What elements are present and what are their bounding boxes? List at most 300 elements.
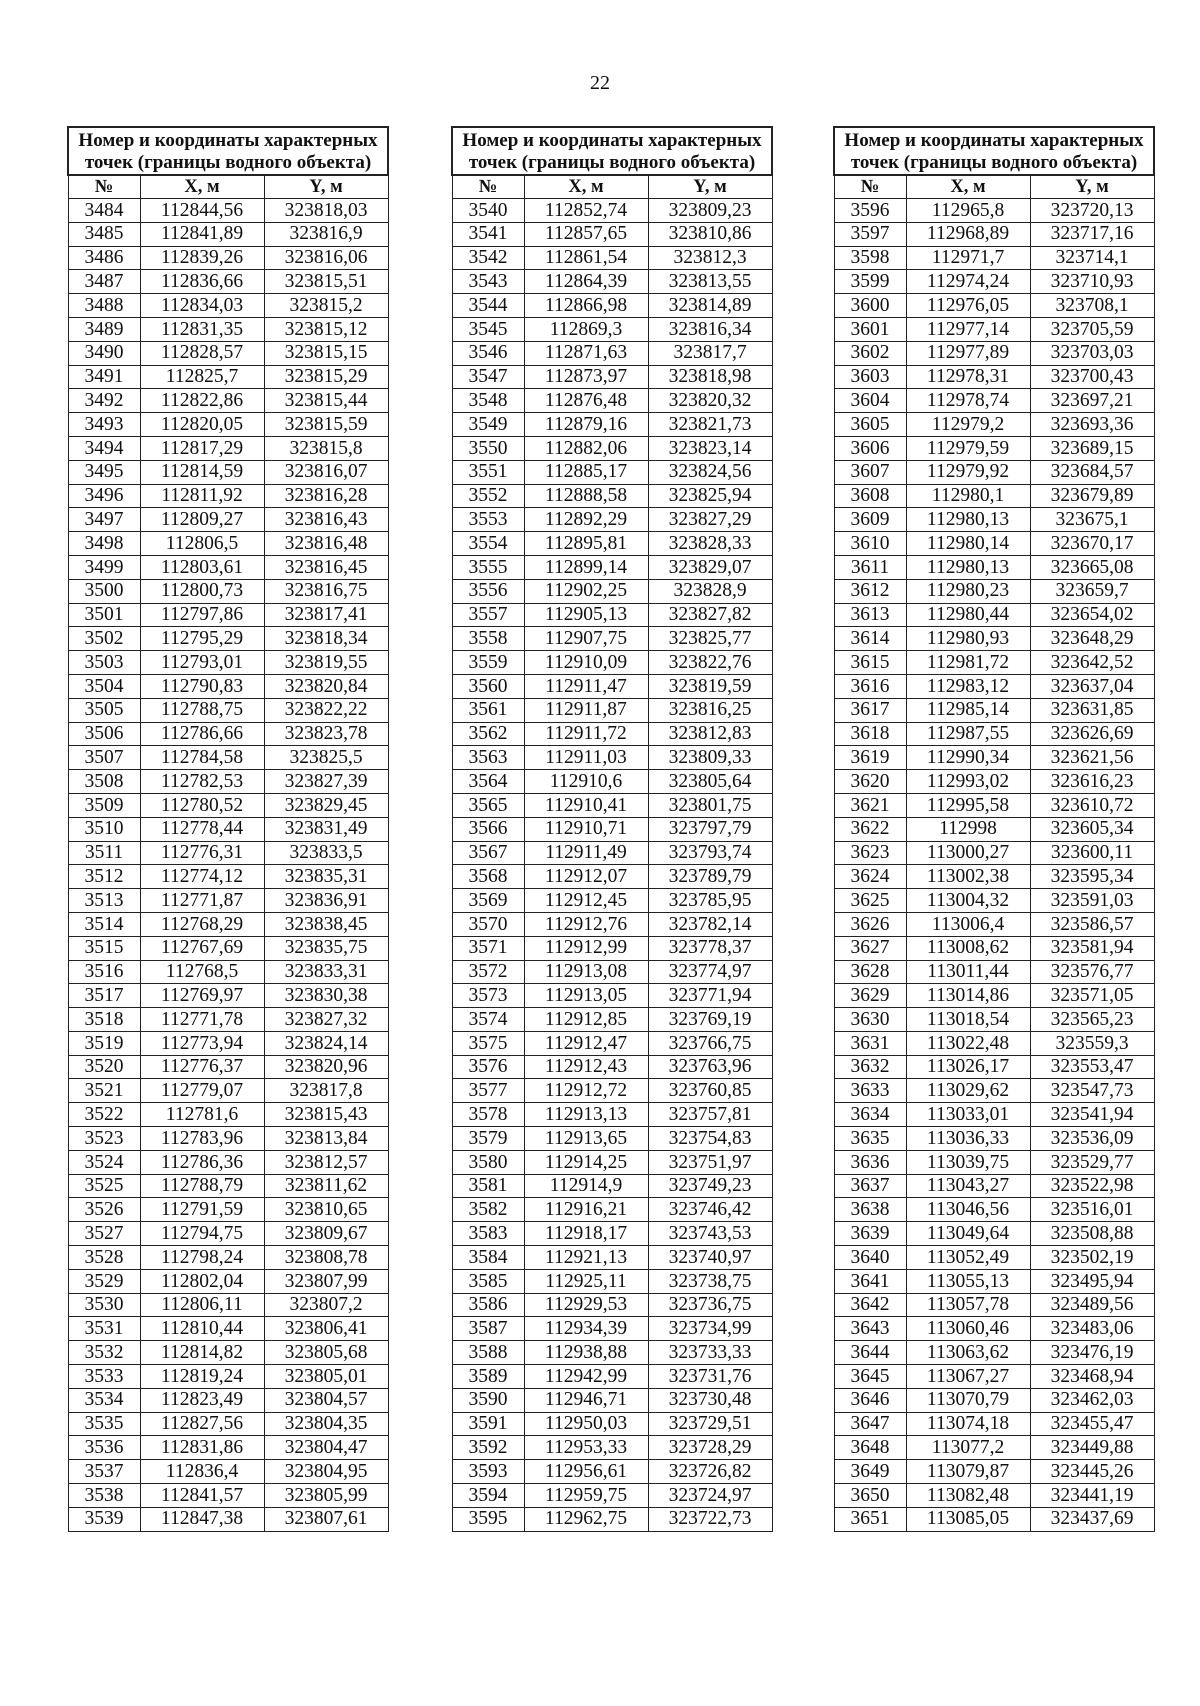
point-number-cell: 3638 <box>834 1198 906 1222</box>
point-number-cell: 3591 <box>452 1412 524 1436</box>
point-number-cell: 3545 <box>452 317 524 341</box>
x-coordinate-cell: 112910,6 <box>524 770 648 794</box>
y-coordinate-cell: 323816,45 <box>264 555 388 579</box>
point-number-cell: 3501 <box>68 603 140 627</box>
table-row <box>452 698 772 722</box>
y-coordinate-cell: 323823,14 <box>648 436 772 460</box>
table-row <box>452 389 772 413</box>
table-row <box>68 1317 388 1341</box>
point-number-cell: 3549 <box>452 413 524 437</box>
y-coordinate-cell: 323591,03 <box>1030 889 1154 913</box>
point-number-cell: 3617 <box>834 698 906 722</box>
table-row <box>834 1341 1154 1365</box>
x-coordinate-cell: 112905,13 <box>524 603 648 627</box>
point-number-cell: 3607 <box>834 460 906 484</box>
point-number-cell: 3525 <box>68 1174 140 1198</box>
point-number-cell: 3611 <box>834 555 906 579</box>
table-body <box>452 199 772 1532</box>
table-row <box>452 960 772 984</box>
point-number-cell: 3514 <box>68 912 140 936</box>
y-coordinate-cell: 323827,32 <box>264 1008 388 1032</box>
point-number-cell: 3519 <box>68 1031 140 1055</box>
y-coordinate-cell: 323828,9 <box>648 579 772 603</box>
table-row <box>452 1198 772 1222</box>
point-number-cell: 3509 <box>68 793 140 817</box>
x-coordinate-cell: 112841,57 <box>140 1484 264 1508</box>
point-number-cell: 3626 <box>834 912 906 936</box>
point-number-cell: 3489 <box>68 317 140 341</box>
column-header-x: X, м <box>524 175 648 199</box>
point-number-cell: 3641 <box>834 1269 906 1293</box>
x-coordinate-cell: 112786,66 <box>140 722 264 746</box>
point-number-cell: 3636 <box>834 1150 906 1174</box>
column-header-number: № <box>452 175 524 199</box>
table-row <box>834 1436 1154 1460</box>
y-coordinate-cell: 323631,85 <box>1030 698 1154 722</box>
y-coordinate-cell: 323811,62 <box>264 1174 388 1198</box>
y-coordinate-cell: 323726,82 <box>648 1460 772 1484</box>
table-row <box>452 1317 772 1341</box>
table-row <box>834 555 1154 579</box>
x-coordinate-cell: 112911,03 <box>524 746 648 770</box>
x-coordinate-cell: 112885,17 <box>524 460 648 484</box>
y-coordinate-cell: 323821,73 <box>648 413 772 437</box>
point-number-cell: 3553 <box>452 508 524 532</box>
point-number-cell: 3508 <box>68 770 140 794</box>
x-coordinate-cell: 112834,03 <box>140 294 264 318</box>
table-row <box>68 936 388 960</box>
table-row <box>68 508 388 532</box>
y-coordinate-cell: 323665,08 <box>1030 555 1154 579</box>
column-header-y: Y, м <box>1030 175 1154 199</box>
y-coordinate-cell: 323815,29 <box>264 365 388 389</box>
point-number-cell: 3493 <box>68 413 140 437</box>
point-number-cell: 3522 <box>68 1103 140 1127</box>
x-coordinate-cell: 112768,5 <box>140 960 264 984</box>
y-coordinate-cell: 323818,03 <box>264 199 388 223</box>
table-row <box>68 1412 388 1436</box>
table-row <box>68 1460 388 1484</box>
point-number-cell: 3633 <box>834 1079 906 1103</box>
x-coordinate-cell: 112921,13 <box>524 1246 648 1270</box>
y-coordinate-cell: 323815,44 <box>264 389 388 413</box>
point-number-cell: 3579 <box>452 1127 524 1151</box>
point-number-cell: 3578 <box>452 1103 524 1127</box>
x-coordinate-cell: 113006,4 <box>906 912 1030 936</box>
point-number-cell: 3547 <box>452 365 524 389</box>
table-row <box>834 674 1154 698</box>
point-number-cell: 3542 <box>452 246 524 270</box>
table-row <box>452 984 772 1008</box>
y-coordinate-cell: 323728,29 <box>648 1436 772 1460</box>
table-row <box>452 722 772 746</box>
table-row <box>68 222 388 246</box>
x-coordinate-cell: 112857,65 <box>524 222 648 246</box>
point-number-cell: 3566 <box>452 817 524 841</box>
y-coordinate-cell: 323818,98 <box>648 365 772 389</box>
point-number-cell: 3503 <box>68 651 140 675</box>
y-coordinate-cell: 323815,8 <box>264 436 388 460</box>
point-number-cell: 3595 <box>452 1507 524 1531</box>
y-coordinate-cell: 323833,5 <box>264 841 388 865</box>
point-number-cell: 3529 <box>68 1269 140 1293</box>
table-row <box>68 1246 388 1270</box>
y-coordinate-cell: 323637,04 <box>1030 674 1154 698</box>
table-row <box>834 341 1154 365</box>
point-number-cell: 3484 <box>68 199 140 223</box>
x-coordinate-cell: 112980,14 <box>906 532 1030 556</box>
point-number-cell: 3513 <box>68 889 140 913</box>
point-number-cell: 3650 <box>834 1484 906 1508</box>
x-coordinate-cell: 113057,78 <box>906 1293 1030 1317</box>
y-coordinate-cell: 323495,94 <box>1030 1269 1154 1293</box>
point-number-cell: 3573 <box>452 984 524 1008</box>
x-coordinate-cell: 112776,31 <box>140 841 264 865</box>
table-row <box>452 889 772 913</box>
y-coordinate-cell: 323785,95 <box>648 889 772 913</box>
x-coordinate-cell: 112913,65 <box>524 1127 648 1151</box>
x-coordinate-cell: 112980,1 <box>906 484 1030 508</box>
point-number-cell: 3609 <box>834 508 906 532</box>
point-number-cell: 3613 <box>834 603 906 627</box>
x-coordinate-cell: 112980,93 <box>906 627 1030 651</box>
x-coordinate-cell: 112979,59 <box>906 436 1030 460</box>
point-number-cell: 3552 <box>452 484 524 508</box>
table-row <box>452 1460 772 1484</box>
x-coordinate-cell: 113085,05 <box>906 1507 1030 1531</box>
x-coordinate-cell: 112828,57 <box>140 341 264 365</box>
table-row <box>834 1388 1154 1412</box>
x-coordinate-cell: 112871,63 <box>524 341 648 365</box>
x-coordinate-cell: 112912,99 <box>524 936 648 960</box>
y-coordinate-cell: 323717,16 <box>1030 222 1154 246</box>
point-number-cell: 3594 <box>452 1484 524 1508</box>
table-row <box>452 603 772 627</box>
y-coordinate-cell: 323595,34 <box>1030 865 1154 889</box>
table-row <box>452 865 772 889</box>
y-coordinate-cell: 323675,1 <box>1030 508 1154 532</box>
y-coordinate-cell: 323824,56 <box>648 460 772 484</box>
table-row <box>452 1365 772 1389</box>
y-coordinate-cell: 323769,19 <box>648 1008 772 1032</box>
table-row <box>68 698 388 722</box>
x-coordinate-cell: 112912,43 <box>524 1055 648 1079</box>
table-row <box>452 460 772 484</box>
y-coordinate-cell: 323743,53 <box>648 1222 772 1246</box>
table-row <box>452 1222 772 1246</box>
table-row <box>68 1365 388 1389</box>
point-number-cell: 3538 <box>68 1484 140 1508</box>
x-coordinate-cell: 112791,59 <box>140 1198 264 1222</box>
point-number-cell: 3576 <box>452 1055 524 1079</box>
y-coordinate-cell: 323733,33 <box>648 1341 772 1365</box>
point-number-cell: 3584 <box>452 1246 524 1270</box>
y-coordinate-cell: 323789,79 <box>648 865 772 889</box>
x-coordinate-cell: 112876,48 <box>524 389 648 413</box>
y-coordinate-cell: 323815,15 <box>264 341 388 365</box>
x-coordinate-cell: 112968,89 <box>906 222 1030 246</box>
x-coordinate-cell: 113000,27 <box>906 841 1030 865</box>
x-coordinate-cell: 112980,23 <box>906 579 1030 603</box>
table-row <box>452 579 772 603</box>
y-coordinate-cell: 323805,01 <box>264 1365 388 1389</box>
point-number-cell: 3639 <box>834 1222 906 1246</box>
x-coordinate-cell: 112959,75 <box>524 1484 648 1508</box>
table-row <box>834 365 1154 389</box>
table-row <box>452 1174 772 1198</box>
y-coordinate-cell: 323541,94 <box>1030 1103 1154 1127</box>
y-coordinate-cell: 323621,56 <box>1030 746 1154 770</box>
table-row <box>452 841 772 865</box>
table-row <box>452 651 772 675</box>
y-coordinate-cell: 323816,25 <box>648 698 772 722</box>
x-coordinate-cell: 112817,29 <box>140 436 264 460</box>
table-row <box>452 1436 772 1460</box>
point-number-cell: 3539 <box>68 1507 140 1531</box>
column-header-y: Y, м <box>264 175 388 199</box>
table-row <box>834 1269 1154 1293</box>
x-coordinate-cell: 112912,85 <box>524 1008 648 1032</box>
point-number-cell: 3621 <box>834 793 906 817</box>
table-row <box>68 1341 388 1365</box>
x-coordinate-cell: 112782,53 <box>140 770 264 794</box>
point-number-cell: 3624 <box>834 865 906 889</box>
table-row <box>834 1150 1154 1174</box>
point-number-cell: 3608 <box>834 484 906 508</box>
point-number-cell: 3649 <box>834 1460 906 1484</box>
table-row <box>68 579 388 603</box>
point-number-cell: 3543 <box>452 270 524 294</box>
table-row <box>452 1341 772 1365</box>
table-row <box>68 674 388 698</box>
x-coordinate-cell: 112929,53 <box>524 1293 648 1317</box>
y-coordinate-cell: 323827,29 <box>648 508 772 532</box>
x-coordinate-cell: 112916,21 <box>524 1198 648 1222</box>
x-coordinate-cell: 113011,44 <box>906 960 1030 984</box>
x-coordinate-cell: 112977,14 <box>906 317 1030 341</box>
y-coordinate-cell: 323483,06 <box>1030 1317 1154 1341</box>
table-row <box>452 1484 772 1508</box>
table-row <box>834 1079 1154 1103</box>
point-number-cell: 3492 <box>68 389 140 413</box>
x-coordinate-cell: 112852,74 <box>524 199 648 223</box>
x-coordinate-cell: 112823,49 <box>140 1388 264 1412</box>
y-coordinate-cell: 323815,51 <box>264 270 388 294</box>
x-coordinate-cell: 112809,27 <box>140 508 264 532</box>
x-coordinate-cell: 113074,18 <box>906 1412 1030 1436</box>
x-coordinate-cell: 112978,74 <box>906 389 1030 413</box>
column-header-x: X, м <box>140 175 264 199</box>
x-coordinate-cell: 112819,24 <box>140 1365 264 1389</box>
x-coordinate-cell: 112861,54 <box>524 246 648 270</box>
y-coordinate-cell: 323760,85 <box>648 1079 772 1103</box>
point-number-cell: 3640 <box>834 1246 906 1270</box>
x-coordinate-cell: 113077,2 <box>906 1436 1030 1460</box>
y-coordinate-cell: 323522,98 <box>1030 1174 1154 1198</box>
point-number-cell: 3536 <box>68 1436 140 1460</box>
table-row <box>834 1246 1154 1270</box>
x-coordinate-cell: 112798,24 <box>140 1246 264 1270</box>
x-coordinate-cell: 112882,06 <box>524 436 648 460</box>
table-row <box>452 1388 772 1412</box>
table-row <box>834 246 1154 270</box>
x-coordinate-cell: 112784,58 <box>140 746 264 770</box>
point-number-cell: 3562 <box>452 722 524 746</box>
point-number-cell: 3564 <box>452 770 524 794</box>
y-coordinate-cell: 323804,47 <box>264 1436 388 1460</box>
point-number-cell: 3565 <box>452 793 524 817</box>
y-coordinate-cell: 323804,57 <box>264 1388 388 1412</box>
y-coordinate-cell: 323703,03 <box>1030 341 1154 365</box>
x-coordinate-cell: 112913,13 <box>524 1103 648 1127</box>
x-coordinate-cell: 112800,73 <box>140 579 264 603</box>
y-coordinate-cell: 323757,81 <box>648 1103 772 1127</box>
x-coordinate-cell: 112913,05 <box>524 984 648 1008</box>
y-coordinate-cell: 323810,65 <box>264 1198 388 1222</box>
table-row <box>452 436 772 460</box>
table-row <box>834 746 1154 770</box>
point-number-cell: 3620 <box>834 770 906 794</box>
table-row <box>834 1103 1154 1127</box>
table-row <box>834 1507 1154 1531</box>
point-number-cell: 3530 <box>68 1293 140 1317</box>
x-coordinate-cell: 112767,69 <box>140 936 264 960</box>
x-coordinate-cell: 112793,01 <box>140 651 264 675</box>
x-coordinate-cell: 112979,2 <box>906 413 1030 437</box>
table-row <box>834 960 1154 984</box>
y-coordinate-cell: 323816,07 <box>264 460 388 484</box>
y-coordinate-cell: 323670,17 <box>1030 532 1154 556</box>
y-coordinate-cell: 323816,43 <box>264 508 388 532</box>
table-row <box>68 532 388 556</box>
point-number-cell: 3544 <box>452 294 524 318</box>
y-coordinate-cell: 323441,19 <box>1030 1484 1154 1508</box>
point-number-cell: 3560 <box>452 674 524 698</box>
y-coordinate-cell: 323654,02 <box>1030 603 1154 627</box>
column-header-number: № <box>68 175 140 199</box>
y-coordinate-cell: 323547,73 <box>1030 1079 1154 1103</box>
y-coordinate-cell: 323729,51 <box>648 1412 772 1436</box>
table-row <box>834 651 1154 675</box>
point-number-cell: 3632 <box>834 1055 906 1079</box>
x-coordinate-cell: 112907,75 <box>524 627 648 651</box>
y-coordinate-cell: 323529,77 <box>1030 1150 1154 1174</box>
y-coordinate-cell: 323731,76 <box>648 1365 772 1389</box>
table-row <box>452 1293 772 1317</box>
point-number-cell: 3647 <box>834 1412 906 1436</box>
y-coordinate-cell: 323812,83 <box>648 722 772 746</box>
table-row <box>452 1246 772 1270</box>
y-coordinate-cell: 323724,97 <box>648 1484 772 1508</box>
x-coordinate-cell: 112950,03 <box>524 1412 648 1436</box>
x-coordinate-cell: 112981,72 <box>906 651 1030 675</box>
point-number-cell: 3651 <box>834 1507 906 1531</box>
table-row <box>452 508 772 532</box>
x-coordinate-cell: 112827,56 <box>140 1412 264 1436</box>
point-number-cell: 3644 <box>834 1341 906 1365</box>
y-coordinate-cell: 323819,55 <box>264 651 388 675</box>
table-row <box>452 1127 772 1151</box>
y-coordinate-cell: 323763,96 <box>648 1055 772 1079</box>
point-number-cell: 3612 <box>834 579 906 603</box>
x-coordinate-cell: 112773,94 <box>140 1031 264 1055</box>
y-coordinate-cell: 323778,37 <box>648 936 772 960</box>
table-row <box>68 1031 388 1055</box>
table-row <box>68 722 388 746</box>
point-number-cell: 3575 <box>452 1031 524 1055</box>
y-coordinate-cell: 323536,09 <box>1030 1127 1154 1151</box>
y-coordinate-cell: 323468,94 <box>1030 1365 1154 1389</box>
point-number-cell: 3527 <box>68 1222 140 1246</box>
x-coordinate-cell: 112844,56 <box>140 199 264 223</box>
y-coordinate-cell: 323823,78 <box>264 722 388 746</box>
x-coordinate-cell: 113070,79 <box>906 1388 1030 1412</box>
y-coordinate-cell: 323824,14 <box>264 1031 388 1055</box>
x-coordinate-cell: 113067,27 <box>906 1365 1030 1389</box>
x-coordinate-cell: 112914,9 <box>524 1174 648 1198</box>
point-number-cell: 3580 <box>452 1150 524 1174</box>
y-coordinate-cell: 323693,36 <box>1030 413 1154 437</box>
table-row <box>452 793 772 817</box>
table-row <box>834 484 1154 508</box>
table-row <box>452 294 772 318</box>
table-row <box>68 889 388 913</box>
coordinates-table <box>451 126 773 1532</box>
table-row <box>452 1079 772 1103</box>
y-coordinate-cell: 323813,84 <box>264 1127 388 1151</box>
x-coordinate-cell: 112914,25 <box>524 1150 648 1174</box>
y-coordinate-cell: 323559,3 <box>1030 1031 1154 1055</box>
point-number-cell: 3540 <box>452 199 524 223</box>
y-coordinate-cell: 323797,79 <box>648 817 772 841</box>
y-coordinate-cell: 323722,73 <box>648 1507 772 1531</box>
x-coordinate-cell: 112983,12 <box>906 674 1030 698</box>
table-row <box>834 889 1154 913</box>
table-row <box>452 936 772 960</box>
table-row <box>834 1412 1154 1436</box>
point-number-cell: 3635 <box>834 1127 906 1151</box>
point-number-cell: 3610 <box>834 532 906 556</box>
table-row <box>452 674 772 698</box>
x-coordinate-cell: 112976,05 <box>906 294 1030 318</box>
point-number-cell: 3630 <box>834 1008 906 1032</box>
y-coordinate-cell: 323815,43 <box>264 1103 388 1127</box>
point-number-cell: 3523 <box>68 1127 140 1151</box>
x-coordinate-cell: 113033,01 <box>906 1103 1030 1127</box>
x-coordinate-cell: 112866,98 <box>524 294 648 318</box>
table-row <box>68 865 388 889</box>
y-coordinate-cell: 323820,96 <box>264 1055 388 1079</box>
table-row <box>68 365 388 389</box>
point-number-cell: 3588 <box>452 1341 524 1365</box>
point-number-cell: 3515 <box>68 936 140 960</box>
y-coordinate-cell: 323738,75 <box>648 1269 772 1293</box>
table-row <box>68 199 388 223</box>
x-coordinate-cell: 112797,86 <box>140 603 264 627</box>
y-coordinate-cell: 323827,39 <box>264 770 388 794</box>
table-row <box>68 1055 388 1079</box>
y-coordinate-cell: 323805,68 <box>264 1341 388 1365</box>
point-number-cell: 3572 <box>452 960 524 984</box>
point-number-cell: 3554 <box>452 532 524 556</box>
y-coordinate-cell: 323805,99 <box>264 1484 388 1508</box>
table-row <box>68 960 388 984</box>
point-number-cell: 3507 <box>68 746 140 770</box>
coordinates-table <box>833 126 1155 1532</box>
x-coordinate-cell: 112814,82 <box>140 1341 264 1365</box>
column-header-y: Y, м <box>648 175 772 199</box>
y-coordinate-cell: 323751,97 <box>648 1150 772 1174</box>
